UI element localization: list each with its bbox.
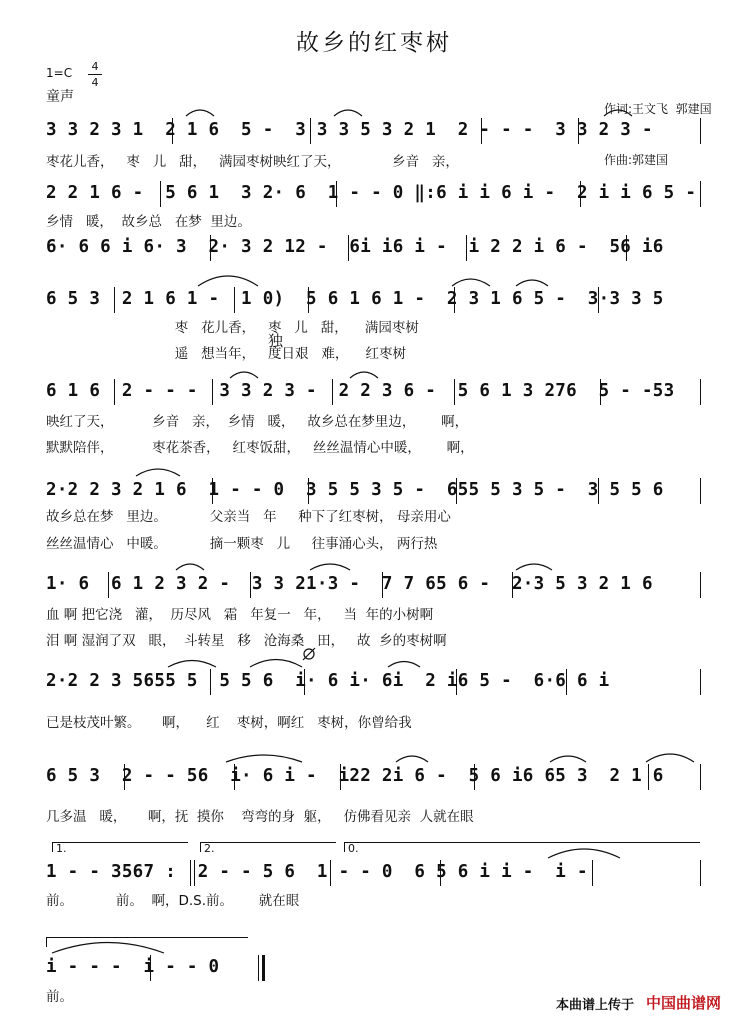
slur	[168, 661, 216, 668]
volta-2-label: 2.	[204, 842, 215, 855]
solo-marking: 独	[268, 332, 284, 350]
slur	[250, 660, 302, 668]
lyric-line-5a: 映红了天， 乡音 亲， 乡情 暖， 故乡总在梦里边， 啊，	[46, 414, 469, 430]
lyric-line-1: 枣花儿香， 枣 儿 甜， 满园枣树映红了天， 乡音 亲，	[46, 154, 459, 170]
volta-1-label: 1.	[56, 842, 67, 855]
slur	[198, 276, 258, 286]
notation-line-2: 2 2 1 6 - 5 6 1 3 2· 6 1 - - 0 ‖:6 i i 6 i - 2 i i 6 5 -	[46, 183, 697, 203]
footer-text: 本曲谱上传于	[556, 998, 635, 1013]
lyric-line-6a: 故乡总在梦 里边。 父亲当 年 种下了红枣树， 母亲用心	[46, 509, 451, 525]
lyric-line-8: 已是枝茂叶繁。 啊， 红 枣树，啊红 枣树，你曾给我	[46, 715, 412, 731]
time-signature-bottom: 4	[91, 76, 99, 89]
site-logo[interactable]: 中国曲谱网	[646, 994, 722, 1012]
segno-sign	[303, 648, 315, 660]
lyric-line-4a: 枣 花儿香， 枣 儿 甜， 满园枣树	[46, 320, 419, 336]
lyric-line-9: 几多温 暖， 啊，抚 摸你 弯弯的身 躯， 仿佛看见亲 人就在眼	[46, 809, 474, 825]
notation-line-1: 3 3 2 3 1 2 1 6 5 - 3 3 3 5 3 2 1 2 - - - 3 3 2 3 -	[46, 120, 653, 140]
score-title: 故乡的红枣树	[296, 30, 452, 56]
lyric-line-6b: 丝丝温情心 中暖。 摘一颗枣 儿 往事涌心头， 两行热	[46, 536, 438, 552]
slur	[310, 564, 350, 570]
lyric-line-2: 乡情 暖， 故乡总 在梦 里边。	[46, 214, 251, 230]
slur	[388, 662, 420, 668]
slur	[452, 279, 490, 286]
key-signature: 1=C	[46, 66, 73, 80]
lyric-line-5b: 默默陪伴， 枣花茶香， 红枣饭甜， 丝丝温情心中暖， 啊，	[46, 440, 474, 456]
slur	[396, 756, 428, 762]
lyric-line-7b: 泪 啊 湿润了双 眼， 斗转星 移 沧海桑 田， 故 乡的枣树啊	[46, 633, 447, 649]
slur	[230, 372, 258, 378]
volta-3-label: 0.	[348, 842, 359, 855]
notation-line-7: 1· 6 6 1 2 3 2 - 3 3 21·3 - 7 7 65 6 - 2·3 5 3 2 1 6	[46, 574, 653, 594]
notation-line-10: 1 - - 3567 : 2 - - 5 6 1 - - 0 6 5 6 i i - i -	[46, 862, 588, 882]
slur	[226, 755, 302, 762]
notation-line-9: 6 5 3 2 - - 56 i· 6 i - i22 2i 6 - 5 6 i6 65 3 2 1 6	[46, 766, 664, 786]
composer-credit: 作曲:郭建国	[604, 153, 669, 167]
slur	[604, 110, 632, 116]
slur	[52, 943, 164, 954]
lyric-line-4b: 遥 想当年， 度日艰 难， 红枣树	[46, 346, 407, 362]
lyric-line-11: 前。	[46, 989, 73, 1005]
lyric-line-7a: 血 啊 把它浇 灌， 历尽风 霜 年复一 年， 当 年的小树啊	[46, 607, 434, 623]
slurs	[52, 110, 694, 953]
lyric-line-10: 前。 前。 啊，D.S.前。 就在眼	[46, 893, 300, 909]
notation-line-3: 6· 6 6 i 6· 3 2· 3 2 12 - 6i i6 i - i 2 2 i 6 - 56 i6	[46, 237, 664, 257]
slur	[550, 756, 586, 762]
notation-line-11: i - - - i - - 0	[46, 957, 220, 977]
lyricist-credit: 作词:王文飞 郭建国	[604, 102, 712, 116]
slur	[350, 372, 378, 378]
notation-line-4: 6 5 3 2 1 6 1 - 1 0) 5 6 1 6 1 - 2 3 1 6 5 - 3·3 3 5	[46, 289, 664, 309]
slur	[136, 469, 180, 476]
slur	[176, 564, 204, 570]
slur	[516, 564, 552, 570]
voice-label: 童声	[46, 89, 74, 105]
slur	[334, 110, 362, 116]
slur	[186, 110, 214, 116]
notation-line-6: 2·2 2 3 2 1 6 1 - - 0 3 5 5 3 5 - 655 5 3 5 - 3 5 5 6	[46, 480, 664, 500]
slur	[516, 280, 548, 286]
notation-line-5: 6 1 6 2 - - - 3 3 2 3 - 2 2 3 6 - 5 6 1 3 276 5 - -53	[46, 381, 675, 401]
time-signature-top: 4	[91, 60, 99, 73]
slur	[548, 849, 620, 858]
slur	[646, 754, 694, 762]
notation-line-8: 2·2 2 3 5655 5 5 5 6 i· 6 i· 6i 2 i6 5 - 6·6 6 i	[46, 671, 610, 691]
